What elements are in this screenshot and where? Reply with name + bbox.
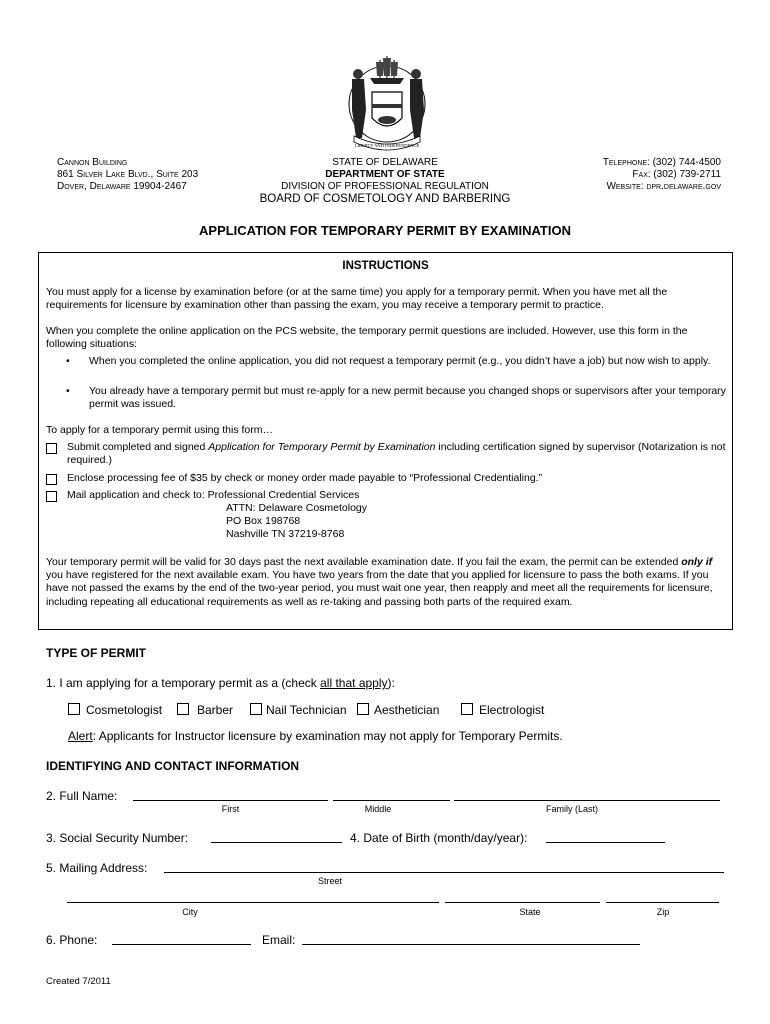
option-label: Cosmetologist <box>86 703 163 717</box>
checkbox[interactable] <box>68 703 80 715</box>
state-seal <box>330 48 445 156</box>
department-name: DEPARTMENT OF STATE <box>325 169 445 180</box>
board-name: BOARD OF COSMETOLOGY AND BARBERING <box>259 193 511 205</box>
check-text: Submit completed and signed <box>67 441 209 453</box>
check-text: including certification signed by supervisor (Notarization is not required.) <box>67 441 726 467</box>
type-of-permit-heading: TYPE OF PERMIT <box>46 646 147 660</box>
para-emphasis: only if <box>681 556 713 568</box>
permit-option-nail-technician[interactable] <box>250 703 347 717</box>
address-line: PO Box 198768 <box>226 515 301 528</box>
ssn-field[interactable] <box>211 842 342 843</box>
address-line: Cannon Building <box>57 157 128 168</box>
state-field[interactable] <box>445 902 600 903</box>
q1-underline: all that apply <box>320 676 388 690</box>
contact-block <box>603 157 721 193</box>
question-1 <box>46 676 395 690</box>
middle-name-field[interactable] <box>333 800 450 801</box>
created-date: Created 7/2011 <box>46 976 111 987</box>
permit-option-barber[interactable] <box>177 703 233 717</box>
division-name: DIVISION OF PROFESSIONAL REGULATION <box>281 181 489 192</box>
bullet-text: When you completed the online application, you did not request a temporary permit (e.g., you didn’t have a job) but now wish to apply. <box>89 355 711 367</box>
instructions-paragraph-3: To apply for a temporary permit using this form… <box>46 424 274 436</box>
instructions-heading: INSTRUCTIONS <box>342 260 429 272</box>
checkbox[interactable] <box>46 491 57 502</box>
phone-field[interactable] <box>112 944 251 945</box>
agency-block <box>235 157 535 206</box>
bullet-text: You already have a temporary permit but must re-apply for a new permit because you changed shops or supervisors after your temporary permit was issued. <box>89 385 726 411</box>
state-name: STATE OF DELAWARE <box>332 157 438 168</box>
telephone: Telephone: (302) 744-4500 <box>602 157 721 168</box>
seal-motto: LIBERTY AND INDEPENDENCE <box>354 143 420 148</box>
checklist-item <box>46 441 726 467</box>
contact-heading: IDENTIFYING AND CONTACT INFORMATION <box>46 759 300 773</box>
instructions-paragraph-1: You must apply for a license by examination before (or at the same time) you apply for a temporary permit. When you have met all the requirements for licensure by examination other than passing the exam, you may receive a temporary permit to practice. <box>46 286 668 312</box>
checkbox[interactable] <box>177 703 189 715</box>
option-label: Electrologist <box>479 703 545 717</box>
email-field[interactable] <box>302 944 640 945</box>
bullet-item: • When you completed the online application, you did not request a temporary permit (e.g., you didn’t have a job) but now wish to apply. <box>66 355 726 368</box>
zip-field[interactable] <box>606 902 719 903</box>
website: Website: dpr.delaware.gov <box>606 181 721 192</box>
checkbox[interactable] <box>46 443 57 454</box>
email-label: Email: <box>262 933 296 947</box>
permit-option-electrologist[interactable] <box>461 703 544 717</box>
para-text: you have registered for the next available exam. You have two years from the date that you applied for licensure to pass the both exams. If you have not passed the exams by the end of the two-year period, you must wait one year, then reapply and meet all the requirements for licensure, including repeating all educational requirements as well as re-taking and passing both parts of the required exam. <box>46 569 713 608</box>
check-text: Enclose processing fee of $35 by check or money order made payable to “Professional Credentialing.” <box>67 472 543 484</box>
option-label: Aesthetician <box>374 703 440 717</box>
street-caption: Street <box>317 876 342 886</box>
check-text: Mail application and check to: Professional Credential Services <box>67 489 360 501</box>
state-caption: State <box>519 907 541 917</box>
first-name-field[interactable] <box>133 800 328 801</box>
last-caption: Family (Last) <box>545 804 598 814</box>
q1-text: ): <box>387 676 395 690</box>
fax: Fax: (302) 739-2711 <box>632 169 721 180</box>
check-text-italic: Application for Temporary Permit by Examination <box>208 441 436 453</box>
alert-text: : Applicants for Instructor licensure by examination may not apply for Temporary Permits. <box>92 729 563 743</box>
office-address <box>57 157 198 193</box>
city-caption: City <box>182 907 198 917</box>
last-name-field[interactable] <box>454 800 720 801</box>
address-line: ATTN: Delaware Cosmetology <box>226 502 368 514</box>
ssn-label: 3. Social Security Number: <box>46 831 189 845</box>
checkbox[interactable] <box>46 474 57 485</box>
form-title: APPLICATION FOR TEMPORARY PERMIT BY EXAMINATION <box>199 223 571 238</box>
permit-option-aesthetician[interactable] <box>357 703 439 717</box>
street-field[interactable] <box>164 872 724 873</box>
instructions-paragraph-2: When you complete the online application on the PCS website, the temporary permit questions are included. However, use this form in the following situations: <box>46 325 688 351</box>
mailing-address-label: 5. Mailing Address: <box>46 861 148 875</box>
zip-caption: Zip <box>656 907 670 917</box>
checkbox[interactable] <box>250 703 262 715</box>
dob-label: 4. Date of Birth (month/day/year): <box>350 831 528 845</box>
address-line: 861 Silver Lake Blvd., Suite 203 <box>57 169 199 180</box>
mailing-address-block <box>226 502 367 542</box>
middle-caption: Middle <box>364 804 392 814</box>
permit-option-cosmetologist[interactable] <box>68 703 162 717</box>
option-label: Barber <box>197 703 234 717</box>
address-line: Dover, Delaware 19904-2467 <box>57 181 187 192</box>
city-field[interactable] <box>67 902 439 903</box>
checklist-item <box>46 489 726 502</box>
alert-note <box>68 729 563 743</box>
full-name-label: 2. Full Name: <box>46 789 118 803</box>
phone-label: 6. Phone: <box>46 933 98 947</box>
first-caption: First <box>221 804 240 814</box>
dob-field[interactable] <box>546 842 665 843</box>
bullet-item: • You already have a temporary permit but must re-apply for a new permit because you changed shops or supervisors after your temporary permit was issued. <box>66 385 726 411</box>
checklist-item <box>46 472 726 485</box>
para-text: Your temporary permit will be valid for 30 days past the next available examination date. If you fail the exam, the permit can be extended <box>46 556 682 568</box>
alert-label: Alert <box>68 729 93 743</box>
instructions-paragraph-4 <box>46 556 728 609</box>
option-label: Nail Technician <box>266 703 347 717</box>
address-line: Nashville TN 37219-8768 <box>226 528 345 541</box>
q1-text: 1. I am applying for a temporary permit as a (check <box>46 676 321 690</box>
checkbox[interactable] <box>357 703 369 715</box>
checkbox[interactable] <box>461 703 473 715</box>
